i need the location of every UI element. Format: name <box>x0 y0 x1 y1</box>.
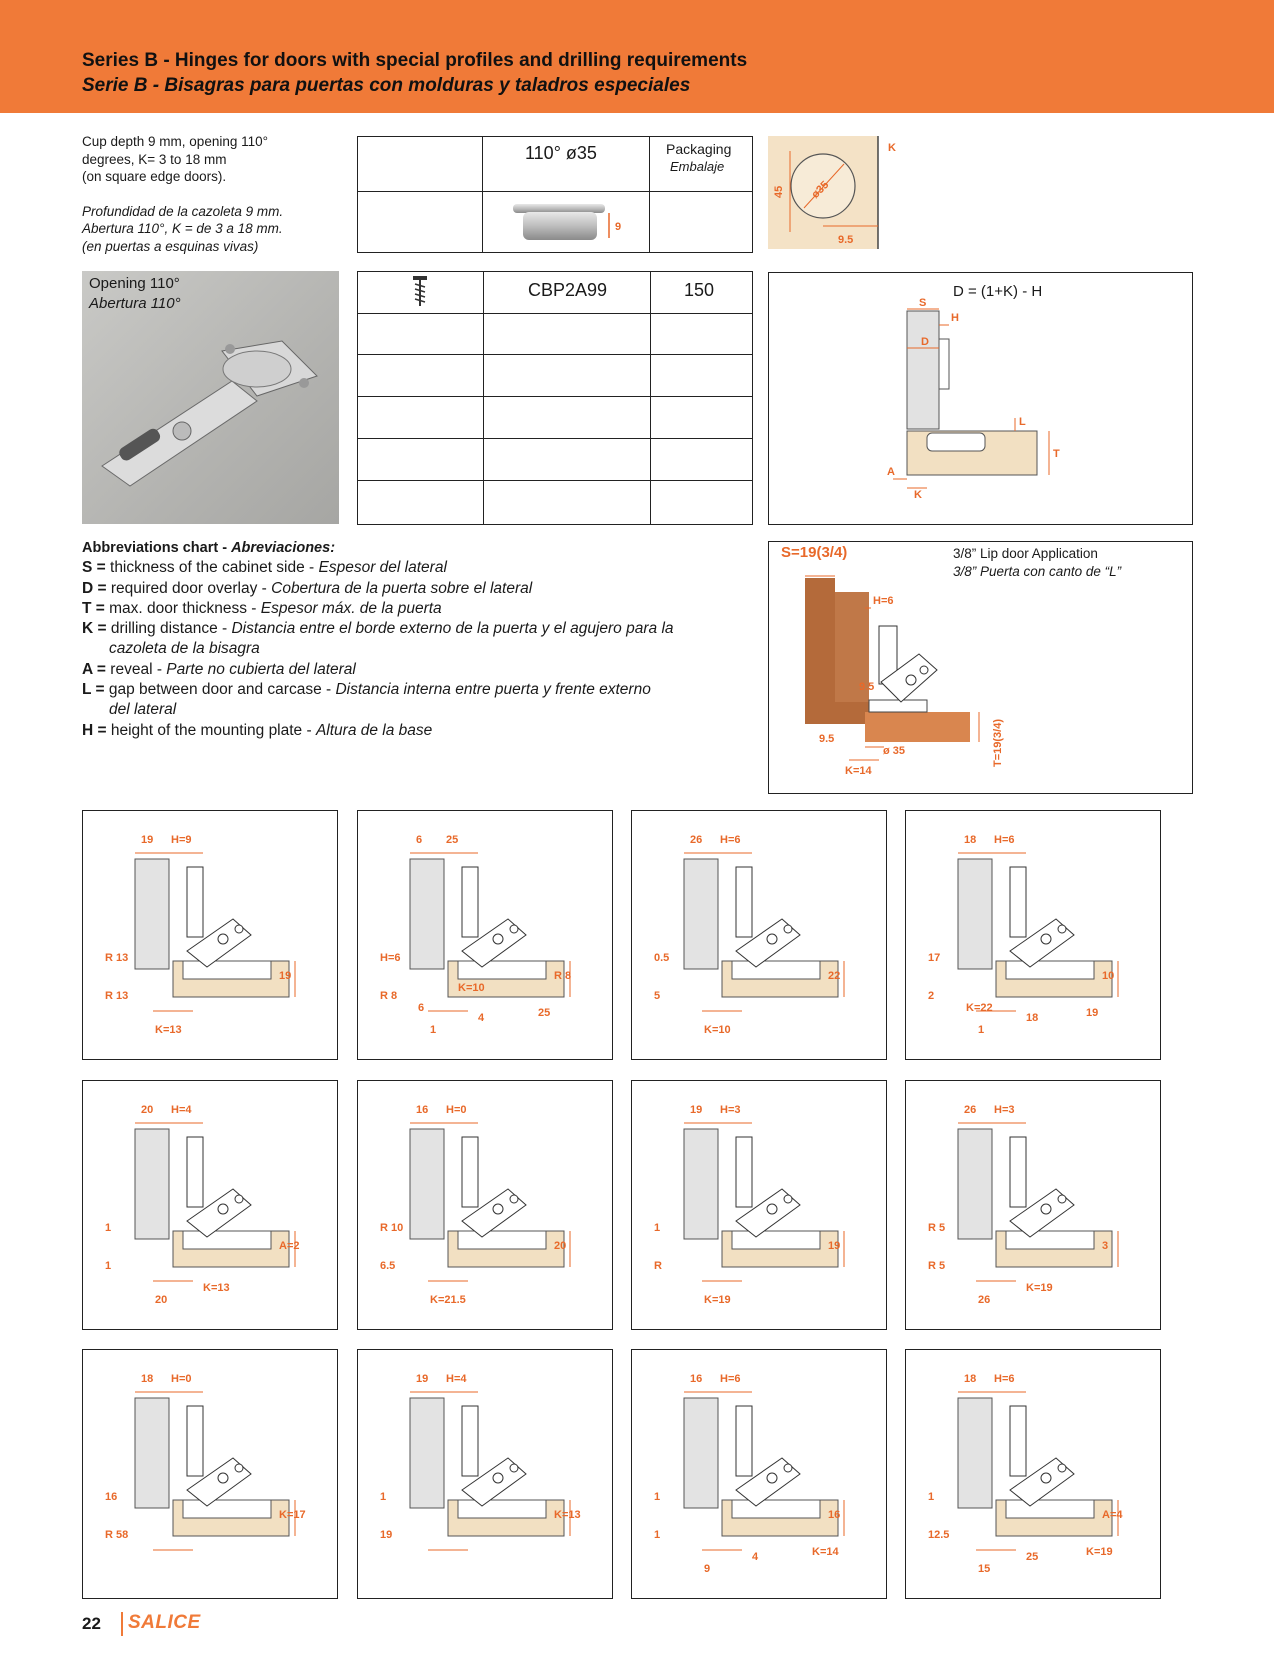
packaging-label-es: Embalaje <box>670 159 725 174</box>
dimension-label: K=10 <box>704 1024 731 1036</box>
dimension-label: K=14 <box>812 1546 839 1558</box>
lip-s-label: S=19(3/4) <box>781 544 848 561</box>
table-row <box>358 439 752 481</box>
dimension-label: 19 <box>828 1240 841 1252</box>
application-panel <box>631 1080 887 1330</box>
abbr-item-k-cont: cazoleta de la bisagra <box>109 640 260 658</box>
table-cell <box>358 192 483 252</box>
lip-door-diagram <box>768 541 1193 794</box>
abbr-heading: Abbreviations chart - <box>82 540 232 556</box>
dimension-label: H=3 <box>720 1104 741 1116</box>
dimension-label: 18 <box>964 834 977 846</box>
footer-divider <box>121 1612 123 1636</box>
application-panel <box>905 1080 1161 1330</box>
photo-caption: Opening 110° <box>89 275 180 292</box>
intro-text <box>82 133 322 255</box>
dimension-label: A=4 <box>1102 1509 1123 1521</box>
table-row <box>358 313 752 355</box>
abbreviations-chart <box>82 538 742 741</box>
screw-icon <box>410 275 430 309</box>
dimension-label: 10 <box>1102 970 1115 982</box>
dimension-label: 22 <box>828 970 841 982</box>
hinge-section-drawing <box>358 1350 614 1600</box>
dimension-label: 1 <box>928 1491 935 1503</box>
hinge-section-drawing <box>906 1350 1162 1600</box>
dim-h: H <box>951 312 959 324</box>
k-label: K <box>888 142 896 154</box>
intro-line: (on square edge doors). <box>82 169 227 184</box>
dimension-label: R 8 <box>554 970 572 982</box>
dimension-label: H=6 <box>720 1373 741 1385</box>
dim-k: K <box>914 489 922 501</box>
dimension-label: 4 <box>478 1012 485 1024</box>
cup-drilling-drawing <box>768 136 896 251</box>
intro-line-es: Profundidad de la cazoleta 9 mm. <box>82 203 284 219</box>
dim-t: T <box>1053 448 1060 460</box>
abbr-item-l-cont: del lateral <box>109 701 177 719</box>
abbr-item-h: H = height of the mounting plate - Altura de la base <box>82 721 433 739</box>
dimension-label: R 10 <box>380 1222 404 1234</box>
hinge-section-drawing <box>358 1081 614 1331</box>
dimension-label: K=19 <box>1086 1546 1113 1558</box>
title-spanish: Serie B - Bisagras para puertas con molduras y taladros especiales <box>82 75 691 96</box>
dimension-label: 19 <box>690 1104 703 1116</box>
dimension-label: K=19 <box>704 1294 731 1306</box>
table-row <box>358 481 752 522</box>
dimension-label: R 8 <box>380 990 398 1002</box>
dimension-label: K=19 <box>1026 1282 1053 1294</box>
application-panel <box>357 810 613 1060</box>
overlay-drawing <box>769 273 1192 524</box>
overlay-formula-diagram <box>768 272 1193 525</box>
dimension-label: 26 <box>978 1294 991 1306</box>
dimension-label: 1 <box>105 1222 112 1234</box>
hinge-section-drawing <box>83 1081 339 1331</box>
column-divider <box>650 272 651 524</box>
hinge-image <box>82 271 339 524</box>
intro-line: degrees, K= 3 to 18 mm <box>82 151 227 167</box>
dimension-label: 18 <box>1026 1012 1039 1024</box>
application-panel <box>357 1349 613 1599</box>
product-code: CBP2A99 <box>528 280 608 300</box>
brand-logo: SALICE <box>128 1612 201 1633</box>
application-panel <box>82 1349 338 1599</box>
formula-text: D = (1+K) - H <box>953 283 1043 300</box>
intro-line-es: Abertura 110°, K = de 3 a 18 mm. <box>82 221 283 236</box>
dimension-label: 19 <box>1086 1007 1099 1019</box>
dimension-label: 16 <box>105 1491 118 1503</box>
dimension-label: R 58 <box>105 1529 129 1541</box>
dimension-label: 25 <box>1026 1551 1039 1563</box>
dimension-label: 18 <box>964 1373 977 1385</box>
dimension-label: 19 <box>416 1373 429 1385</box>
hinge-section-drawing <box>632 1350 888 1600</box>
dimension-label: 15 <box>978 1563 991 1575</box>
dimension-label: K=13 <box>554 1509 581 1521</box>
abbr-item-t: T = max. door thickness - Espesor máx. de la puerta <box>82 599 442 617</box>
dim-a: A <box>887 466 895 478</box>
dimension-label: A=2 <box>279 1240 300 1252</box>
dimension-label: 1 <box>978 1024 985 1036</box>
photo-caption-es: Abertura 110° <box>89 295 181 312</box>
lip-9-5: 9.5 <box>819 733 835 745</box>
dimension-label: R 13 <box>105 952 129 964</box>
column-divider <box>483 272 484 524</box>
dimension-label: 19 <box>141 834 154 846</box>
dim-9-5: 9.5 <box>838 234 854 246</box>
product-quantity: 150 <box>684 280 715 300</box>
dimension-label: 5 <box>654 990 661 1002</box>
hinge-section-drawing <box>632 811 888 1061</box>
dimension-label: 1 <box>105 1260 112 1272</box>
dimension-label: R <box>654 1260 662 1272</box>
dimension-label: K=10 <box>458 982 485 994</box>
page-number: 22 <box>82 1614 101 1633</box>
dimension-label: 1 <box>654 1491 661 1503</box>
hinge-photo <box>82 271 339 524</box>
dimension-label: 16 <box>828 1509 841 1521</box>
hinge-section-drawing <box>358 811 614 1061</box>
lip-small-dim: 9.5 <box>859 681 875 693</box>
dimension-label: H=6 <box>994 1373 1015 1385</box>
abbr-item-a: A = reveal - Parte no cubierta del lateral <box>82 660 356 678</box>
dimension-label: 18 <box>141 1373 154 1385</box>
hinge-section-drawing <box>83 811 339 1061</box>
dimension-label: R 5 <box>928 1260 946 1272</box>
cup-profile-icon <box>493 192 643 252</box>
dimension-label: H=6 <box>994 834 1015 846</box>
dimension-label: 6 <box>416 834 423 846</box>
title-english: Series B - Hinges for doors with special profiles and drilling requirements <box>82 50 748 71</box>
table-cell <box>358 137 483 192</box>
product-code-table <box>357 271 753 525</box>
header-banner <box>0 0 1274 113</box>
dimension-label: 25 <box>446 834 459 846</box>
dimension-label: R 13 <box>105 990 129 1002</box>
dimension-label: 1 <box>380 1491 387 1503</box>
table-row <box>358 397 752 439</box>
packaging-label: Packaging <box>666 141 732 157</box>
dim-s: S <box>919 297 927 309</box>
dimension-label: 16 <box>416 1104 429 1116</box>
dimension-label: 3 <box>1102 1240 1109 1252</box>
dimension-label: H=4 <box>171 1104 192 1116</box>
dimension-label: H=0 <box>446 1104 467 1116</box>
dimension-label: K=13 <box>155 1024 182 1036</box>
abbr-item-d: D = required door overlay - Cobertura de la puerta sobre el lateral <box>82 579 533 597</box>
application-panel <box>631 1349 887 1599</box>
dimension-label: 16 <box>690 1373 703 1385</box>
lip-title-es: 3/8” Puerta con canto de “L” <box>953 564 1122 579</box>
intro-line-es: (en puertas a esquinas vivas) <box>82 238 259 254</box>
application-panel <box>631 810 887 1060</box>
dim-35: ø35 <box>809 178 832 201</box>
dimension-label: 4 <box>752 1551 759 1563</box>
dimension-label: K=21.5 <box>430 1294 466 1306</box>
dimension-label: 6 <box>418 1002 425 1014</box>
dimension-label: 20 <box>554 1240 567 1252</box>
dimension-label: 1 <box>430 1024 437 1036</box>
dim-l: L <box>1019 416 1026 428</box>
dimension-label: H=4 <box>446 1373 467 1385</box>
dimension-label: 26 <box>964 1104 977 1116</box>
dim-45: 45 <box>773 185 785 198</box>
application-panel <box>82 810 338 1060</box>
application-panel <box>905 810 1161 1060</box>
dimension-label: H=0 <box>171 1373 192 1385</box>
dimension-label: 26 <box>690 834 703 846</box>
dimension-label: 6.5 <box>380 1260 396 1272</box>
dimension-label: H=3 <box>994 1104 1015 1116</box>
cup-spec-table <box>357 136 753 253</box>
hinge-section-drawing <box>906 1081 1162 1331</box>
abbr-heading-es: Abreviaciones: <box>231 540 336 556</box>
application-panel <box>82 1080 338 1330</box>
dimension-label: 1 <box>654 1529 661 1541</box>
hinge-section-drawing <box>83 1350 339 1600</box>
dimension-label: 20 <box>155 1294 168 1306</box>
lip-k: K=14 <box>845 765 872 777</box>
dimension-label: 20 <box>141 1104 154 1116</box>
dimension-label: H=9 <box>171 834 192 846</box>
lip-h-label: H=6 <box>873 595 894 607</box>
dimension-label: 19 <box>279 970 292 982</box>
spec-label: 110° ø35 <box>525 143 597 163</box>
lip-t: T=19(3/4) <box>992 719 1004 767</box>
dim-d: D <box>921 336 929 348</box>
hinge-section-drawing <box>906 811 1162 1061</box>
depth-label: 9 <box>615 221 622 233</box>
dimension-label: 25 <box>538 1007 551 1019</box>
lip-diameter: ø 35 <box>883 745 906 757</box>
dimension-label: K=17 <box>279 1509 306 1521</box>
dimension-label: 17 <box>928 952 941 964</box>
application-panel <box>905 1349 1161 1599</box>
table-row <box>358 355 752 397</box>
dimension-label: 2 <box>928 990 935 1002</box>
abbr-item-s: S = thickness of the cabinet side - Espesor del lateral <box>82 559 447 577</box>
lip-drawing <box>769 542 1192 793</box>
dimension-label: R 5 <box>928 1222 946 1234</box>
dimension-label: 12.5 <box>928 1529 950 1541</box>
dimension-label: 9 <box>704 1563 711 1575</box>
dimension-label: H=6 <box>720 834 741 846</box>
dimension-label: 19 <box>380 1529 393 1541</box>
dimension-label: K=13 <box>203 1282 230 1294</box>
intro-line: Cup depth 9 mm, opening 110° <box>82 134 269 149</box>
dimension-label: K=22 <box>966 1002 993 1014</box>
dimension-label: 1 <box>654 1222 661 1234</box>
hinge-section-drawing <box>632 1081 888 1331</box>
abbr-item-l: L = gap between door and carcase - Distancia interna entre puerta y frente externo <box>82 681 651 699</box>
abbr-item-k: K = drilling distance - Distancia entre el borde externo de la puerta y el agujero para la <box>82 620 674 638</box>
dimension-label: 0.5 <box>654 952 670 964</box>
application-panel <box>357 1080 613 1330</box>
lip-title: 3/8” Lip door Application <box>953 546 1098 561</box>
dimension-label: H=6 <box>380 952 401 964</box>
